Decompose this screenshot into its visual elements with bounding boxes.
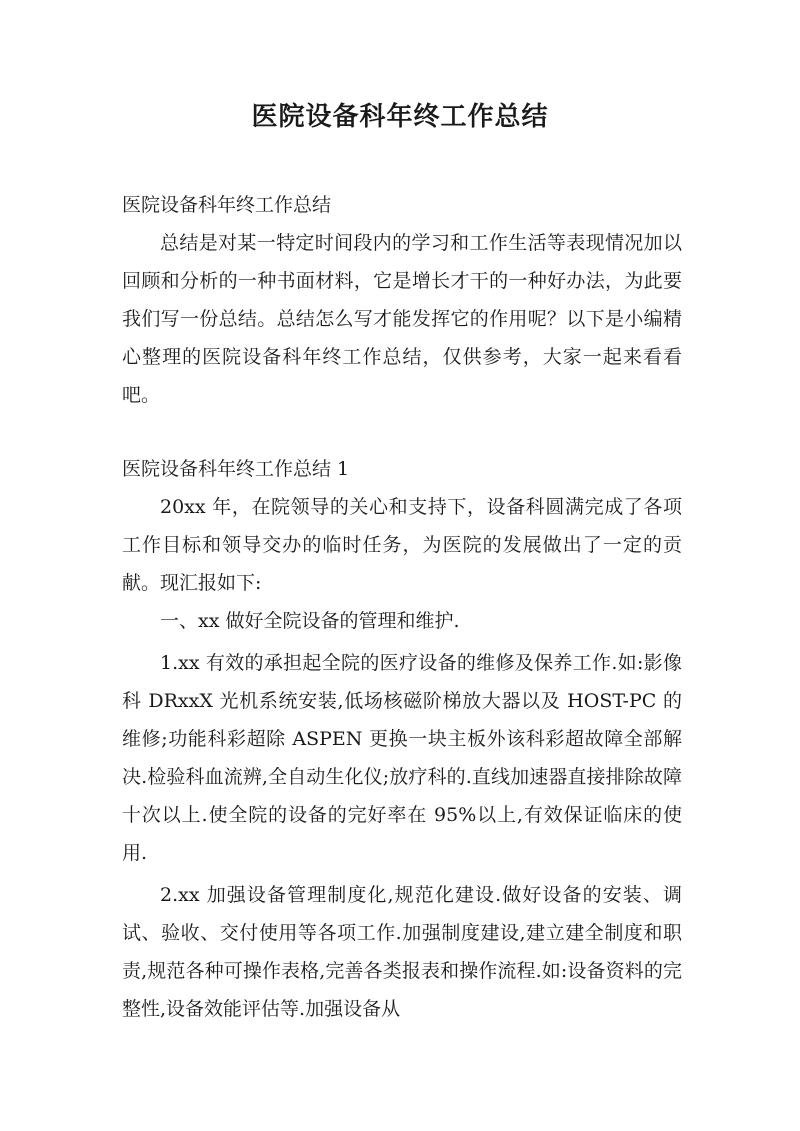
document-body [122, 186, 682, 1028]
subtitle: 医院设备科年终工作总结 [122, 194, 332, 216]
section-heading: 医院设备科年终工作总结 1 [122, 458, 350, 480]
document-title: 医院设备科年终工作总结 [251, 102, 549, 132]
intro-paragraph: 总结是对某一特定时间段内的学习和工作生活等表现情况加以回顾和分析的一种书面材料，它是增长才干的一种好办法，为此要我们写一份总结。总结怎么写才能发挥它的作用呢？以下是小编精心整理的医院设备科年终工作总结，仅供参考，大家一起来看看吧。 [122, 232, 682, 406]
section-opening-paragraph: 20xx 年，在院领导的关心和支持下，设备科圆满完成了各项工作目标和领导交办的临时任务，为医院的发展做出了一定的贡献。现汇报如下: [122, 496, 682, 594]
item-2-paragraph: 2.xx 加强设备管理制度化,规范化建设.做好设备的安装、调试、验收、交付使用等各项工作.加强制度建设,建立建全制度和职责,规范各种可操作表格,完善各类报表和操作流程.如:设备资料的完整性,设备效能评估等.加强设备从 [122, 884, 682, 1020]
item-1-paragraph: 1.xx 有效的承担起全院的医疗设备的维修及保养工作.如:影像科 DRxxX 光机系统安装,低场核磁阶梯放大器以及 HOST-PC 的维修;功能科彩超除 ASPEN 更换一块主板外该科彩超故障全部解决.检验科血流辨,全自动生化仪;放疗科的.直线加速器直接排除故障十次以上.使全院的设备的完好率在 95%以上,有效保证临床的使用. [122, 652, 682, 864]
item-heading: 一、xx 做好全院设备的管理和维护. [160, 610, 460, 632]
